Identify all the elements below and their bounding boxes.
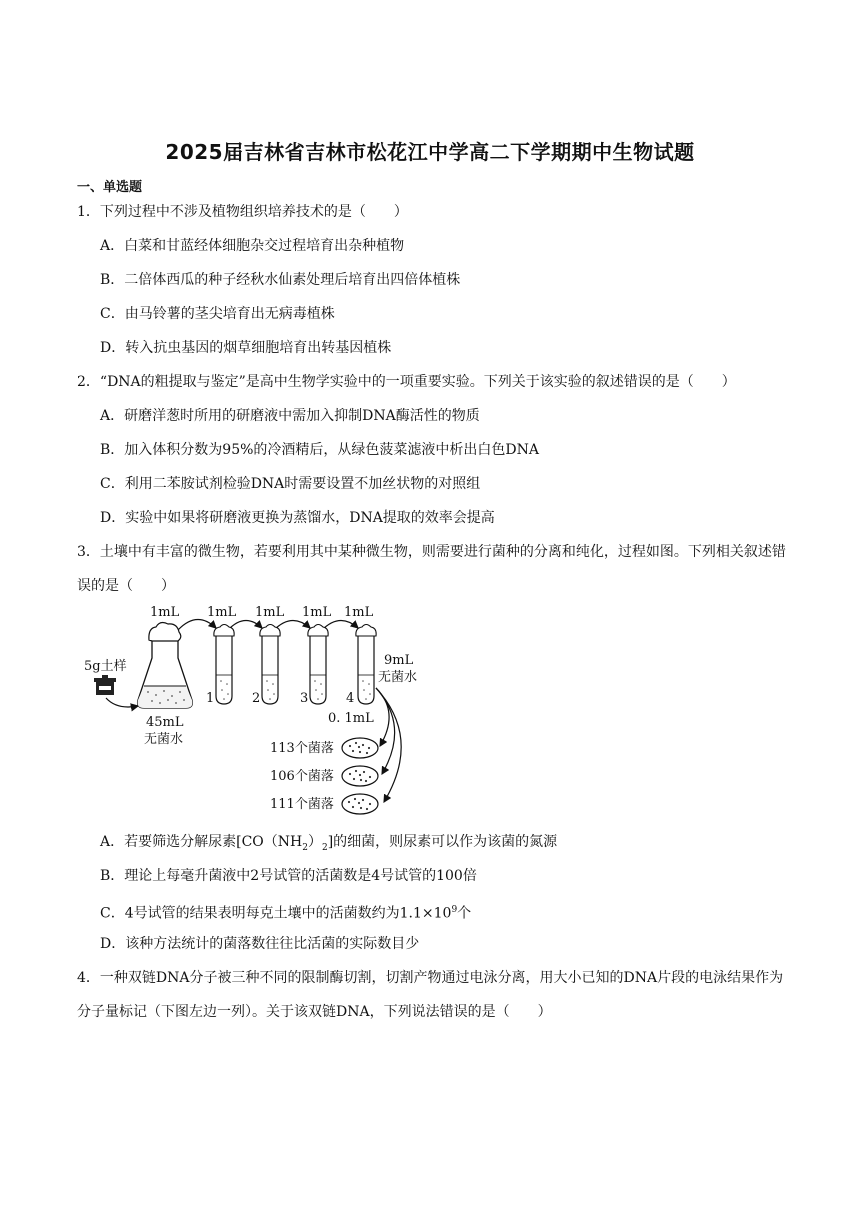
q3-option-c: C．4号试管的结果表明每克土壤中的活菌数约为$1.1\times 10^9$个 bbox=[100, 905, 472, 922]
page-title: 2025届吉林省吉林市松花江中学高二下学期期中生物试题 bbox=[165, 140, 695, 164]
q1-option-b: B．二倍体西瓜的种子经秋水仙素处理后培育出四倍体植株 bbox=[100, 272, 461, 288]
tube-water-label: 无菌水 bbox=[378, 670, 418, 685]
transfer-label: 1mL bbox=[207, 605, 237, 620]
plating-arrows bbox=[376, 688, 401, 802]
q3-option-a: A．若要筛选分解尿素$[CO(NH_2)_2]$的细菌，则尿素可以作为该菌的氮源 bbox=[100, 834, 558, 853]
q4-stem: 4．一种双链DNA分子被三种不同的限制酶切割，切割产物通过电泳分离，用大小已知的DNA片段的电泳结果作为分子量标记（下图左边一列）。关于该双链DNA，下列说法错误的是（ ） bbox=[77, 970, 784, 1020]
q2-stem: 2．“DNA的粗提取与鉴定”是高中生物学实验中的一项重要实验。下列关于该实验的叙述错误的是（ ） bbox=[77, 374, 736, 390]
plating-volume-label: 0. 1mL bbox=[328, 711, 374, 726]
test-tube-icon bbox=[356, 625, 376, 705]
test-tube-icon bbox=[308, 625, 328, 705]
q1-stem: 1．下列过程中不涉及植物组织培养技术的是（ ） bbox=[77, 204, 408, 220]
transfer-label: 1mL bbox=[255, 605, 285, 620]
q2-option-d: D．实验中如果将研磨液更换为蒸馏水，DNA提取的效率会提高 bbox=[100, 510, 495, 526]
q3-option-d: D．该种方法统计的菌落数往往比活菌的实际数目少 bbox=[100, 936, 420, 952]
q3-option-b: B．理论上每毫升菌液中2号试管的活菌数是4号试管的100倍 bbox=[100, 868, 477, 884]
transfer-label: 1mL bbox=[150, 605, 180, 620]
flask-volume-label: 45mL bbox=[146, 715, 184, 730]
petri-dish-icon bbox=[342, 738, 378, 758]
tube-water-volume-label: 9mL bbox=[384, 653, 414, 668]
q2-option-a: A．研磨洋葱时所用的研磨液中需加入抑制DNA酶活性的物质 bbox=[100, 408, 480, 424]
q3-stem: 3．土壤中有丰富的微生物，若要利用其中某种微生物，则需要进行菌种的分离和纯化，过程如图。下列相关叙述错误的是（ ） bbox=[77, 544, 786, 594]
tube-number: 1 bbox=[206, 691, 215, 706]
petri-dish-icon bbox=[342, 794, 378, 814]
tube-number: 3 bbox=[300, 691, 309, 706]
section-heading: 一、单选题 bbox=[77, 180, 143, 195]
colony-count-label: 111个菌落 bbox=[270, 797, 334, 812]
test-tube-icon bbox=[260, 625, 280, 705]
dilution-plating-figure bbox=[82, 600, 432, 822]
flask-water-label: 无菌水 bbox=[144, 732, 184, 747]
soil-sample-label: 5g土样 bbox=[84, 659, 127, 674]
soil-container-icon bbox=[94, 675, 116, 695]
q1-option-c: C．由马铃薯的茎尖培育出无病毒植株 bbox=[100, 306, 335, 322]
test-tube-icon bbox=[214, 625, 234, 705]
tube-number: 2 bbox=[252, 691, 261, 706]
transfer-label: 1mL bbox=[302, 605, 332, 620]
colony-count-label: 106个菌落 bbox=[270, 769, 334, 784]
q1-option-a: A．白菜和甘蓝经体细胞杂交过程培育出杂种植物 bbox=[100, 238, 405, 254]
petri-dish-icon bbox=[342, 766, 378, 786]
transfer-label: 1mL bbox=[344, 605, 374, 620]
flask-icon bbox=[138, 623, 193, 708]
q2-option-b: B．加入体积分数为95%的冷酒精后，从绿色菠菜滤液中析出白色DNA bbox=[100, 442, 539, 458]
q1-option-d: D．转入抗虫基因的烟草细胞培育出转基因植株 bbox=[100, 340, 392, 356]
tube-number: 4 bbox=[346, 691, 355, 706]
colony-count-label: 113个菌落 bbox=[270, 741, 334, 756]
q2-option-c: C．利用二苯胺试剂检验DNA时需要设置不加丝状物的对照组 bbox=[100, 476, 481, 492]
